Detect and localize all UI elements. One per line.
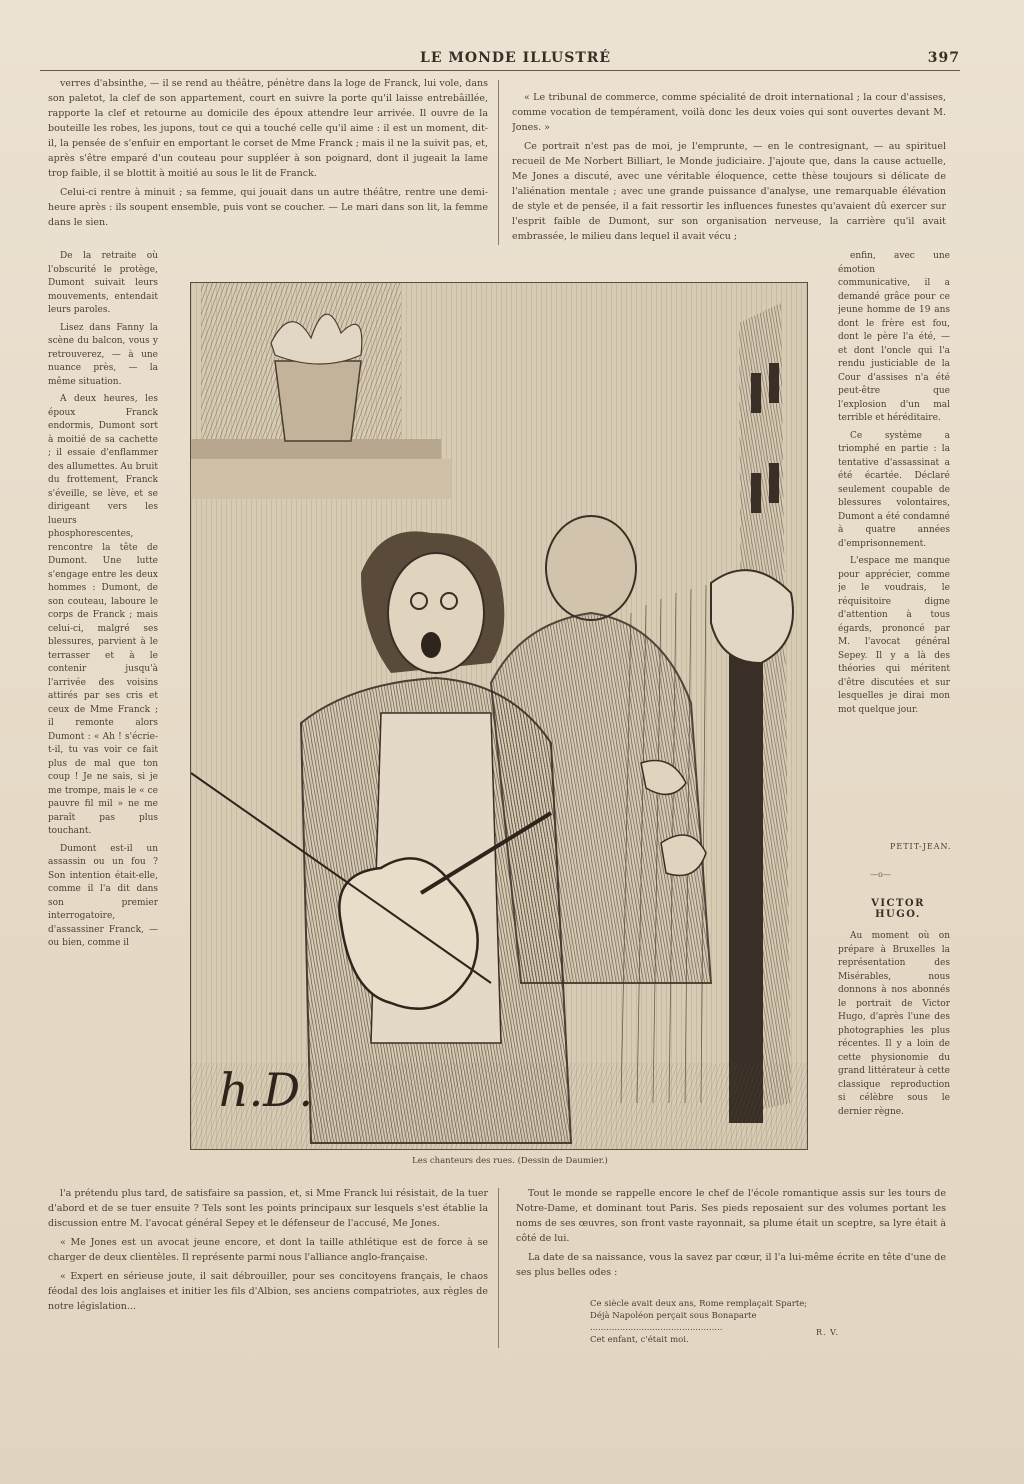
column-divider: [498, 80, 499, 245]
poem-line: Cet enfant, c'était moi.: [590, 1335, 689, 1345]
paragraph: Lisez dans Fanny la scène du balcon, vous y retrouverez, — à une nuance près, — la même situation.: [48, 322, 158, 387]
illustration-street-singers: [190, 282, 808, 1150]
harp-post: [729, 643, 763, 1123]
paragraph: « Me Jones est un avocat jeune encore, et dont la taille athlétique est de force à se charger de deux clientèles. Il représente parmi nous l'alliance anglo-française.: [48, 1237, 488, 1263]
poem-quotation: [590, 1298, 890, 1346]
page-number: 397: [927, 50, 960, 66]
text-column-narrow-left: [48, 250, 158, 1180]
paragraph: Ce portrait n'est pas de moi, je l'emprunte, — en le contresignant, — au spirituel recueil de Me Norbert Billiart, le Monde judiciaire. J'ajoute que, dans la cause actuelle, Me Jones a discuté, avec une véritable éloquence, cette thèse toujours si délicate de l'aliénation mentale ; avec une grande puissance d'analyse, une remarquable élévation de style et de pensée, il a fait ressortir les influences funestes qu'avaient dû exercer sur l'esprit faible de Dumont, sur son organisation nerveuse, la carrière qu'il avait embrassée, le milieu dans lequel il avait vécu ;: [512, 141, 946, 242]
masthead: [40, 50, 960, 70]
poem-line: Déjà Napoléon perçait sous Bonaparte: [590, 1311, 757, 1321]
author-signoff: R. V.: [816, 1328, 840, 1337]
paragraph: Tout le monde se rappelle encore le chef de l'école romantique assis sur les tours de Notre-Dame, et dominant tout Paris. Ses pieds reposaient sur des volumes portant les noms de ses œuvres, son front vaste rayonnait, sa plume était un sceptre, sa lyre était à côté de lui.: [516, 1188, 946, 1244]
header-rule: [40, 70, 960, 71]
paragraph: verres d'absinthe, — il se rend au théâtre, pénètre dans la loge de Franck, lui vole, dans son paletot, la clef de son appartement, court en suivre la porte qu'il laisse entrebâillée, rapporte la clef et retourne au domicile des époux attendre leur arrivée. Il ouvre de la bouteille les robes, les jupons, tout ce qui a touché celle qu'il aime : il est un moment, dit-il, la pensée de s'enfuir en emportant le corset de Mme Franck ; mais il ne la suivit pas, et, après s'être emparé d'un couteau pour suppléer à son poignard, dont il jugeait la lame trop faible, il se blottit à moitié au sous le lit de Franck.: [48, 78, 488, 179]
paragraph: Au moment où on prépare à Bruxelles la représentation des Misérables, nous donnons à nos abonnés le portrait de Victor Hugo, d'après l'une des photographies les plus récentes. Il y a loin de cette physionomie du grand littérateur à cette classique reproduction si célèbre sous le dernier règne.: [838, 931, 950, 1117]
paragraph: l'a prétendu plus tard, de satisfaire sa passion, et, si Mme Franck lui résistait, de la tuer d'abord et de se tuer ensuite ? Tels sont les points principaux sur lesquels s'est établie la discussion entre M. l'avocat général Sepey et le défenseur de l'accusé, Me Jones.: [48, 1188, 488, 1229]
paragraph: A deux heures, les époux Franck endormis, Dumont sort à moitié de sa cachette ; il essaie d'enflammer des allumettes. Au bruit du frottement, Franck s'éveille, se lève, et se dirigeant vers les lueurs phosphorescentes, rencontre la tête de Dumont. Une lutte s'engage entre les deux hommes : Dumont, de son couteau, laboure le corps de Franck ; mais celui-ci, malgré ses blessures, parvient à le terrasser et à le contenir jusqu'à l'arrivée des voisins attirés par ses cris et ceux de Mme Franck ; il remonte alors Dumont : « Ah ! s'écrie-t-il, tu vas voir ce fait plus de mal que ton coup ! Je ne sais, si je me trompe, mais le « ce pauvre fil mil » ne me paraît pas plus touchant.: [48, 394, 158, 836]
paragraph: La date de sa naissance, vous la savez par cœur, il l'a lui-même écrite en tête d'une de ses plus belles odes :: [516, 1252, 946, 1278]
paragraph: enfin, avec une émotion communicative, il a demandé grâce pour ce jeune homme de 19 ans dont le frère est fou, dont le père l'a été, — et dont l'oncle qui l'a rendu justiciable de la Cour d'assises n'a été peut-être que l'explosion d'un mal terrible et héréditaire.: [838, 251, 950, 423]
author-signoff: PETIT-JEAN.: [890, 842, 952, 851]
publication-title: LE MONDE ILLUSTRÉ: [420, 50, 612, 66]
text-column-narrow-right: [838, 250, 950, 850]
text-column-bottom-left: [48, 1186, 488, 1356]
poem-line: Ce siècle avait deux ans, Rome remplaçait Sparte;: [590, 1299, 808, 1309]
illustration-caption: Les chanteurs des rues. (Dessin de Daumier.): [412, 1156, 608, 1166]
text-column-right-lower: [838, 930, 950, 1180]
column-divider: [498, 1188, 499, 1348]
paragraph: Celui-ci rentre à minuit ; sa femme, qui jouait dans un autre théâtre, rentre une demi-heure après : ils soupent ensemble, puis vont se coucher. — Le mari dans son lit, la femme dans le sien.: [48, 187, 488, 228]
text-column-right-top: [512, 90, 946, 250]
engraving-drawing: [191, 283, 807, 1149]
text-column-bottom-right: [516, 1186, 946, 1286]
paragraph: « Expert en sérieuse joute, il sait débrouiller, pour ses concitoyens français, le chaos féodal des lois anglaises et initier les fils d'Albion, ses anciens compatriotes, aux règles de notre législation...: [48, 1271, 488, 1312]
harpist-head: [546, 516, 636, 620]
flower-pot: [275, 361, 361, 441]
section-heading: VICTOR HUGO.: [871, 898, 925, 920]
paragraph: Ce système a triomphé en partie : la tentative d'assassinat a été écartée. Déclaré seulement coupable de blessures volontaires, Dumont a été condamné à quatre années d'emprisonnement.: [838, 430, 950, 549]
paragraph: « Le tribunal de commerce, comme spécialité de droit international ; la cour d'assises, comme vocation de tempérament, voilà donc les deux voies qui sont ouvertes devant M. Jones. »: [512, 92, 946, 133]
text-column-left-top: [48, 76, 488, 246]
paragraph: De la retraite où l'obscurité le protège, Dumont suivait leurs mouvements, entendait leurs paroles.: [48, 251, 158, 315]
poem-line: .................................................: [590, 1323, 723, 1333]
paragraph: L'espace me manque pour apprécier, comme je le voudrais, le réquisitoire digne d'attention à tous égards, prononcé par M. l'avocat général Sepey. Il y a là des théories qui méritent d'être discutées et sur lesquelles je dirai mon mot quelque jour.: [838, 556, 950, 715]
section-ornament: —o—: [870, 870, 891, 879]
paragraph: Dumont est-il un assassin ou un fou ? Son intention était-elle, comme il l'a dit dans son premier interrogatoire, d'assassiner Franck, — ou bien, comme il: [48, 843, 158, 948]
artist-monogram: h.D.: [219, 1063, 314, 1117]
